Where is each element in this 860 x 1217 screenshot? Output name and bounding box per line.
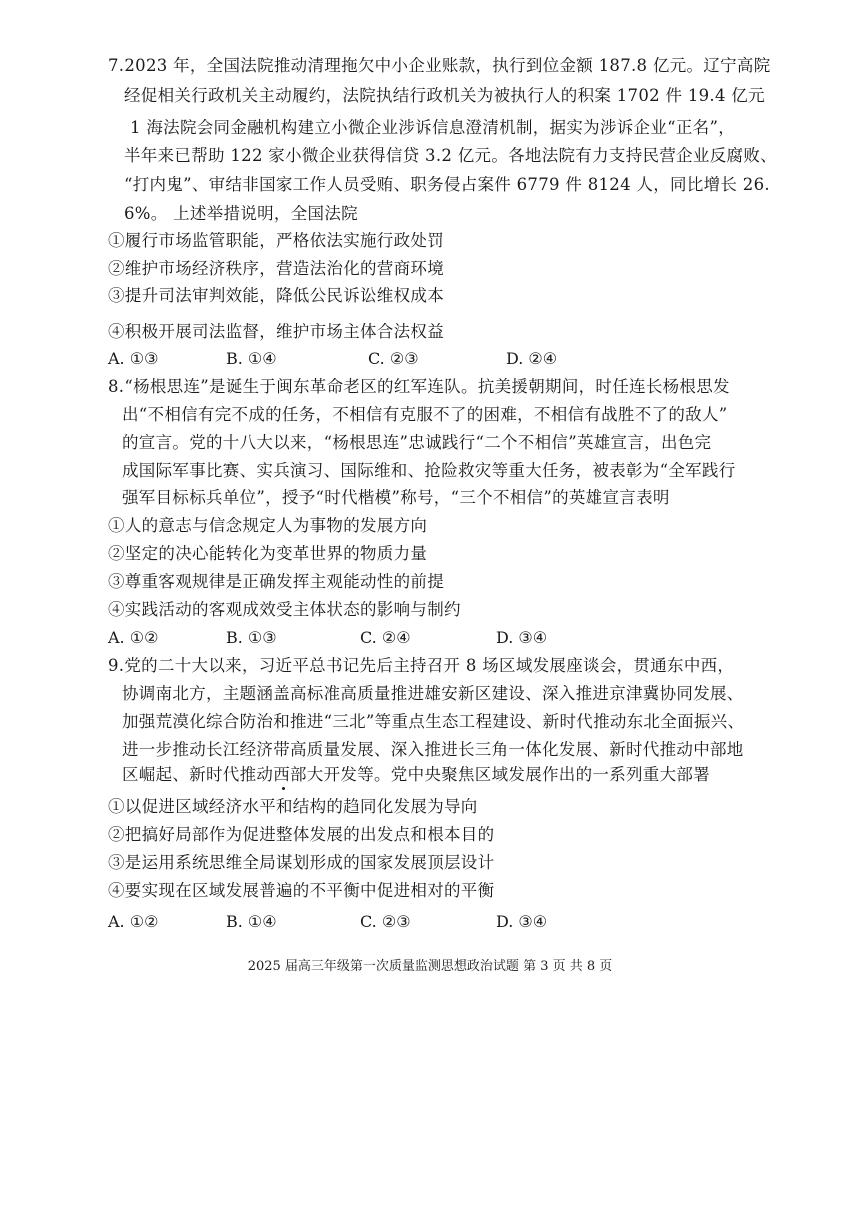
question-7-statement-4: ④积极开展司法监督，维护市场主体合法权益: [108, 322, 444, 341]
question-7-stem-line-1: 7.2023 年，全国法院推动清理拖欠中小企业账款，执行到位金额 187.8 亿元。辽宁高院: [108, 56, 771, 75]
question-7-stem-line-6: 6%。 上述举措说明，全国法院: [124, 204, 358, 223]
question-8-option-c[interactable]: C. ②④: [360, 628, 411, 647]
question-9-statement-1: ①以促进区域经济水平和结构的趋同化发展为导向: [108, 797, 478, 816]
question-7-option-c[interactable]: C. ②③: [368, 349, 419, 368]
question-7-statement-3: ③提升司法审判效能，降低公民诉讼维权成本: [108, 286, 444, 305]
question-8-statement-3: ③尊重客观规律是正确发挥主观能动性的前提: [108, 572, 444, 591]
question-9-statement-3: ③是运用系统思维全局谋划形成的国家发展顶层设计: [108, 853, 495, 872]
question-8-statement-4: ④实践活动的客观成效受主体状态的影响与制约: [108, 600, 461, 619]
question-9-stem-line-4: 进一步推动长江经济带高质量发展、深入推进长三角一体化发展、新时代推动中部地: [122, 740, 744, 759]
question-9-stem-line-2: 协调南北方，主题涵盖高标准高质量推进雄安新区建设、深入推进京津冀协同发展、: [122, 684, 744, 703]
question-8-option-d[interactable]: D. ③④: [496, 628, 548, 647]
page-footer: 2025 届高三年级第一次质量监测思想政治试题 第 3 页 共 8 页: [247, 959, 613, 974]
question-9-stem-line-1: 9.党的二十大以来，习近平总书记先后主持召开 8 场区域发展座谈会，贯通东中西，: [108, 656, 735, 675]
question-8-statement-1: ①人的意志与信念规定人为事物的发展方向: [108, 516, 428, 535]
question-8-option-b[interactable]: B. ①③: [226, 628, 277, 647]
question-9-statement-4: ④要实现在区域发展普遍的不平衡中促进相对的平衡: [108, 881, 495, 900]
question-8-stem-line-1: 8.“杨根思连”是诞生于闽东革命老区的红军连队。抗美援朝期间，时任连长杨根思发: [108, 377, 730, 396]
question-7-option-d[interactable]: D. ②④: [506, 349, 558, 368]
question-8-stem-line-2: 出“不相信有完不成的任务，不相信有克服不了的困难，不相信有战胜不了的敌人”: [122, 405, 728, 424]
question-9-option-a[interactable]: A. ①②: [108, 912, 159, 931]
question-7-statement-1: ①履行市场监管职能，严格依法实施行政处罚: [108, 231, 444, 250]
question-8-statement-2: ②坚定的决心能转化为变革世界的物质力量: [108, 544, 428, 563]
question-9-option-d[interactable]: D. ③④: [496, 912, 548, 931]
question-9-stem-line-3: 加强荒漠化综合防治和推进“三北”等重点生态工程建设、新时代推动东北全面振兴、: [122, 712, 745, 731]
question-8-stem-line-5: 强军目标标兵单位”，授予“时代楷模”称号，“三个不相信”的英雄宣言表明: [122, 488, 670, 507]
question-8-stem-line-4: 成国际军事比赛、实兵演习、国际维和、抢险救灾等重大任务，被表彰为“全军践行: [122, 461, 736, 480]
scan-speck: [282, 787, 285, 790]
question-7-stem-line-5: “打内鬼”、审结非国家工作人员受贿、职务侵占案件 6779 件 8124 人，同比增长 26.: [124, 175, 770, 194]
question-7-stem-line-3: 1 海法院会同金融机构建立小微企业涉诉信息澄清机制，据实为涉诉企业“正名”，: [130, 118, 736, 137]
question-9-stem-line-5: 区崛起、新时代推动西部大开发等。党中央聚焦区域发展作出的一系列重大部署: [122, 765, 710, 784]
question-9-option-c[interactable]: C. ②③: [360, 912, 411, 931]
question-7-statement-2: ②维护市场经济秩序，营造法治化的营商环境: [108, 259, 444, 278]
question-7-option-a[interactable]: A. ①③: [108, 349, 159, 368]
question-8-option-a[interactable]: A. ①②: [108, 628, 159, 647]
question-7-stem-line-4: 半年来已帮助 122 家小微企业获得信贷 3.2 亿元。各地法院有力支持民营企业反腐败、: [124, 146, 777, 165]
question-7-stem-line-2: 经促相关行政机关主动履约，法院执结行政机关为被执行人的积案 1702 件 19.4 亿元: [124, 86, 765, 105]
question-7-option-b[interactable]: B. ①④: [226, 349, 277, 368]
question-9-option-b[interactable]: B. ①④: [226, 912, 277, 931]
question-9-statement-2: ②把搞好局部作为促进整体发展的出发点和根本目的: [108, 825, 495, 844]
question-8-stem-line-3: 的宣言。党的十八大以来，“杨根思连”忠诚践行“二个不相信”英雄宣言，出色完: [122, 433, 712, 452]
